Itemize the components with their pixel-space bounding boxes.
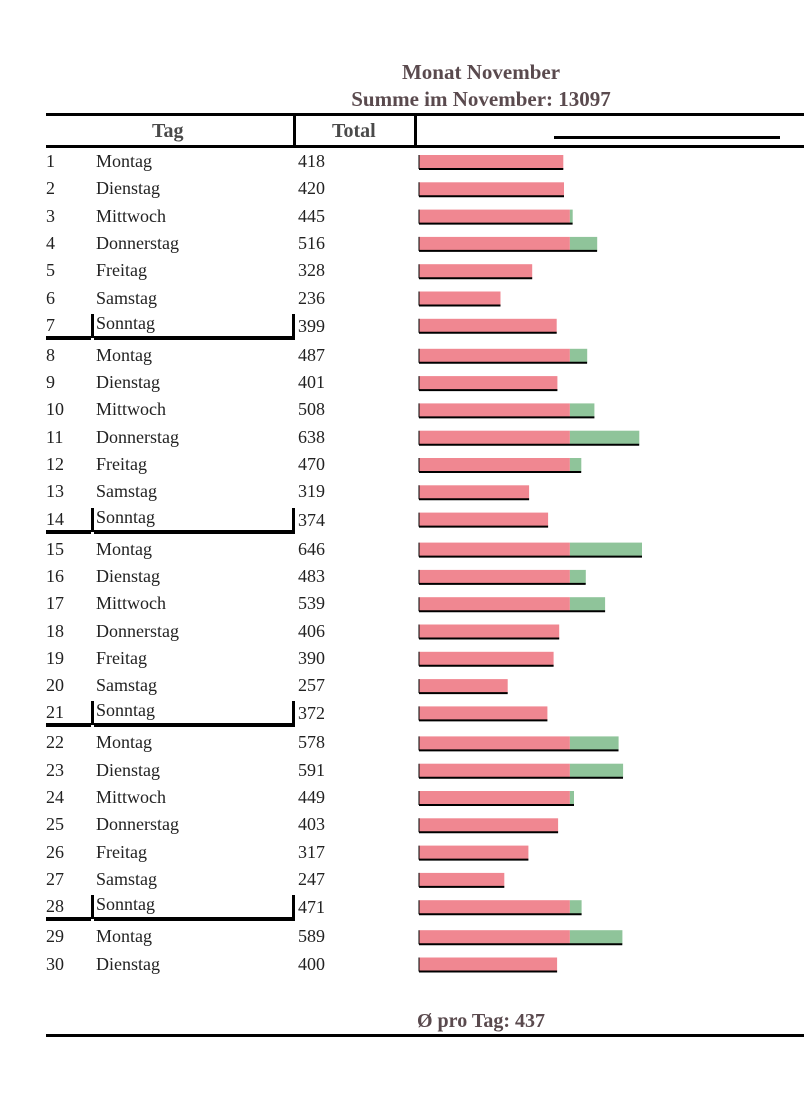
- day-number: 29: [46, 926, 64, 947]
- total-value: 589: [298, 926, 325, 947]
- weekday-label: Dienstag: [96, 178, 160, 199]
- total-value: 400: [298, 953, 325, 974]
- total-value: 420: [298, 178, 325, 199]
- bar-base: [419, 570, 570, 584]
- weekday-label: Montag: [96, 151, 152, 171]
- bar-excess: [570, 349, 587, 363]
- weekday-label: Montag: [96, 732, 152, 753]
- weekday-label: Sonntag: [96, 700, 156, 721]
- total-value: 445: [298, 205, 325, 226]
- bar-base: [419, 818, 558, 832]
- chart-title: Monat November: [401, 60, 561, 84]
- day-number: 9: [46, 372, 55, 393]
- day-number: 8: [46, 344, 55, 365]
- average-per-day: Ø pro Tag: 437: [417, 1010, 545, 1032]
- day-number: 24: [46, 787, 64, 807]
- bar-base: [419, 349, 570, 363]
- day-number: 12: [46, 454, 64, 474]
- bar-excess: [570, 900, 582, 914]
- bar-excess: [570, 543, 642, 557]
- total-value: 236: [298, 287, 325, 308]
- day-number: 25: [46, 814, 64, 835]
- day-number: 11: [46, 426, 64, 447]
- weekday-label: Mittwoch: [96, 787, 166, 807]
- day-number: 7: [46, 314, 55, 335]
- day-number: 18: [46, 620, 64, 641]
- total-value: 487: [298, 344, 325, 365]
- bar-excess: [570, 403, 595, 417]
- total-value: 401: [298, 372, 325, 393]
- bar-base: [419, 210, 570, 224]
- day-number: 1: [46, 151, 55, 171]
- day-number: 17: [46, 593, 64, 614]
- weekday-label: Dienstag: [96, 565, 160, 586]
- day-number: 14: [46, 508, 64, 529]
- weekday-label: Mittwoch: [96, 205, 166, 226]
- bar-base: [419, 652, 554, 666]
- weekday-label: Mittwoch: [96, 593, 166, 614]
- bar-base: [419, 513, 548, 527]
- total-value: 374: [298, 509, 325, 530]
- weekday-label: Montag: [96, 926, 152, 947]
- total-value: 591: [298, 759, 325, 780]
- day-number: 2: [46, 178, 55, 199]
- weekday-label: Dienstag: [96, 953, 160, 974]
- bar-excess: [570, 458, 581, 472]
- bar-base: [419, 292, 501, 306]
- bar-base: [419, 155, 563, 169]
- bar-base: [419, 264, 532, 278]
- bar-excess: [570, 791, 574, 805]
- bar-excess: [570, 930, 623, 944]
- bar-base: [419, 431, 570, 445]
- total-value: 372: [298, 703, 325, 724]
- bar-base: [419, 237, 570, 251]
- total-value: 319: [298, 481, 325, 502]
- day-number: 15: [46, 538, 64, 559]
- bar-excess: [570, 570, 586, 584]
- bar-base: [419, 873, 504, 887]
- chart-subtitle: Summe im November: 13097: [351, 87, 611, 111]
- total-value: 317: [298, 841, 325, 862]
- total-value: 257: [298, 675, 325, 696]
- weekday-label: Donnerstag: [96, 814, 179, 835]
- weekday-label: Freitag: [96, 454, 147, 474]
- bar-base: [419, 458, 570, 472]
- bar-base: [419, 846, 528, 860]
- footer-rule: [46, 1034, 804, 1037]
- total-value: 508: [298, 399, 325, 420]
- weekday-label: Freitag: [96, 647, 147, 668]
- bar-base: [419, 597, 570, 611]
- weekday-label: Donnerstag: [96, 620, 179, 641]
- bar-base: [419, 403, 570, 417]
- weekday-label: Donnerstag: [96, 426, 179, 447]
- bar-excess: [570, 431, 639, 445]
- bar-excess: [570, 597, 605, 611]
- bar-excess: [570, 736, 619, 750]
- weekday-label: Sonntag: [96, 894, 156, 915]
- day-number: 30: [46, 953, 64, 974]
- total-value: 403: [298, 814, 325, 835]
- day-number: 4: [46, 232, 55, 253]
- day-number: 20: [46, 675, 64, 696]
- total-value: 646: [298, 538, 325, 559]
- bar-base: [419, 485, 529, 499]
- total-value: 247: [298, 868, 325, 889]
- day-number: 21: [46, 702, 64, 723]
- day-number: 27: [46, 868, 64, 889]
- day-number: 6: [46, 287, 55, 308]
- weekday-label: Dienstag: [96, 372, 160, 393]
- bar-base: [419, 930, 570, 944]
- weekday-label: Montag: [96, 538, 152, 559]
- bar-excess: [570, 210, 573, 224]
- bar-base: [419, 625, 559, 639]
- day-number: 16: [46, 565, 64, 586]
- total-value: 483: [298, 565, 325, 586]
- day-number: 23: [46, 759, 64, 780]
- bar-excess: [570, 237, 597, 251]
- total-value: 418: [298, 151, 325, 171]
- day-number: 13: [46, 481, 64, 502]
- column-header-total: Total: [332, 120, 376, 142]
- day-number: 19: [46, 647, 64, 668]
- bar-base: [419, 706, 547, 720]
- total-value: 578: [298, 732, 325, 753]
- total-value: 449: [298, 787, 325, 807]
- total-value: 406: [298, 620, 325, 641]
- day-number: 22: [46, 732, 64, 753]
- total-value: 390: [298, 647, 325, 668]
- day-number: 5: [46, 260, 55, 281]
- bar-base: [419, 764, 570, 778]
- total-value: 471: [298, 897, 325, 918]
- weekday-label: Sonntag: [96, 506, 156, 527]
- weekday-label: Donnerstag: [96, 232, 179, 253]
- bar-base: [419, 543, 570, 557]
- weekday-label: Freitag: [96, 841, 147, 862]
- total-value: 516: [298, 232, 325, 253]
- day-number: 26: [46, 841, 64, 862]
- weekday-label: Samstag: [96, 287, 157, 308]
- bar-base: [419, 900, 570, 914]
- bar-base: [419, 791, 570, 805]
- weekday-label: Sonntag: [96, 312, 156, 333]
- weekday-label: Samstag: [96, 868, 157, 889]
- weekday-label: Montag: [96, 344, 152, 365]
- bar-base: [419, 679, 508, 693]
- total-value: 470: [298, 454, 325, 474]
- day-number: 3: [46, 205, 55, 226]
- weekday-label: Mittwoch: [96, 399, 166, 420]
- bar-base: [419, 958, 557, 972]
- weekday-label: Freitag: [96, 260, 147, 281]
- bar-base: [419, 736, 570, 750]
- bar-base: [419, 376, 557, 390]
- weekday-label: Dienstag: [96, 759, 160, 780]
- column-header-tag: Tag: [152, 120, 184, 142]
- bar-base: [419, 319, 557, 333]
- total-value: 399: [298, 315, 325, 336]
- total-value: 328: [298, 260, 325, 281]
- day-number: 10: [46, 399, 64, 420]
- weekday-label: Samstag: [96, 675, 157, 696]
- total-value: 539: [298, 593, 325, 614]
- day-number: 28: [46, 896, 64, 917]
- weekday-label: Samstag: [96, 481, 157, 502]
- bar-base: [419, 182, 564, 196]
- total-value: 638: [298, 426, 325, 447]
- bar-excess: [570, 764, 623, 778]
